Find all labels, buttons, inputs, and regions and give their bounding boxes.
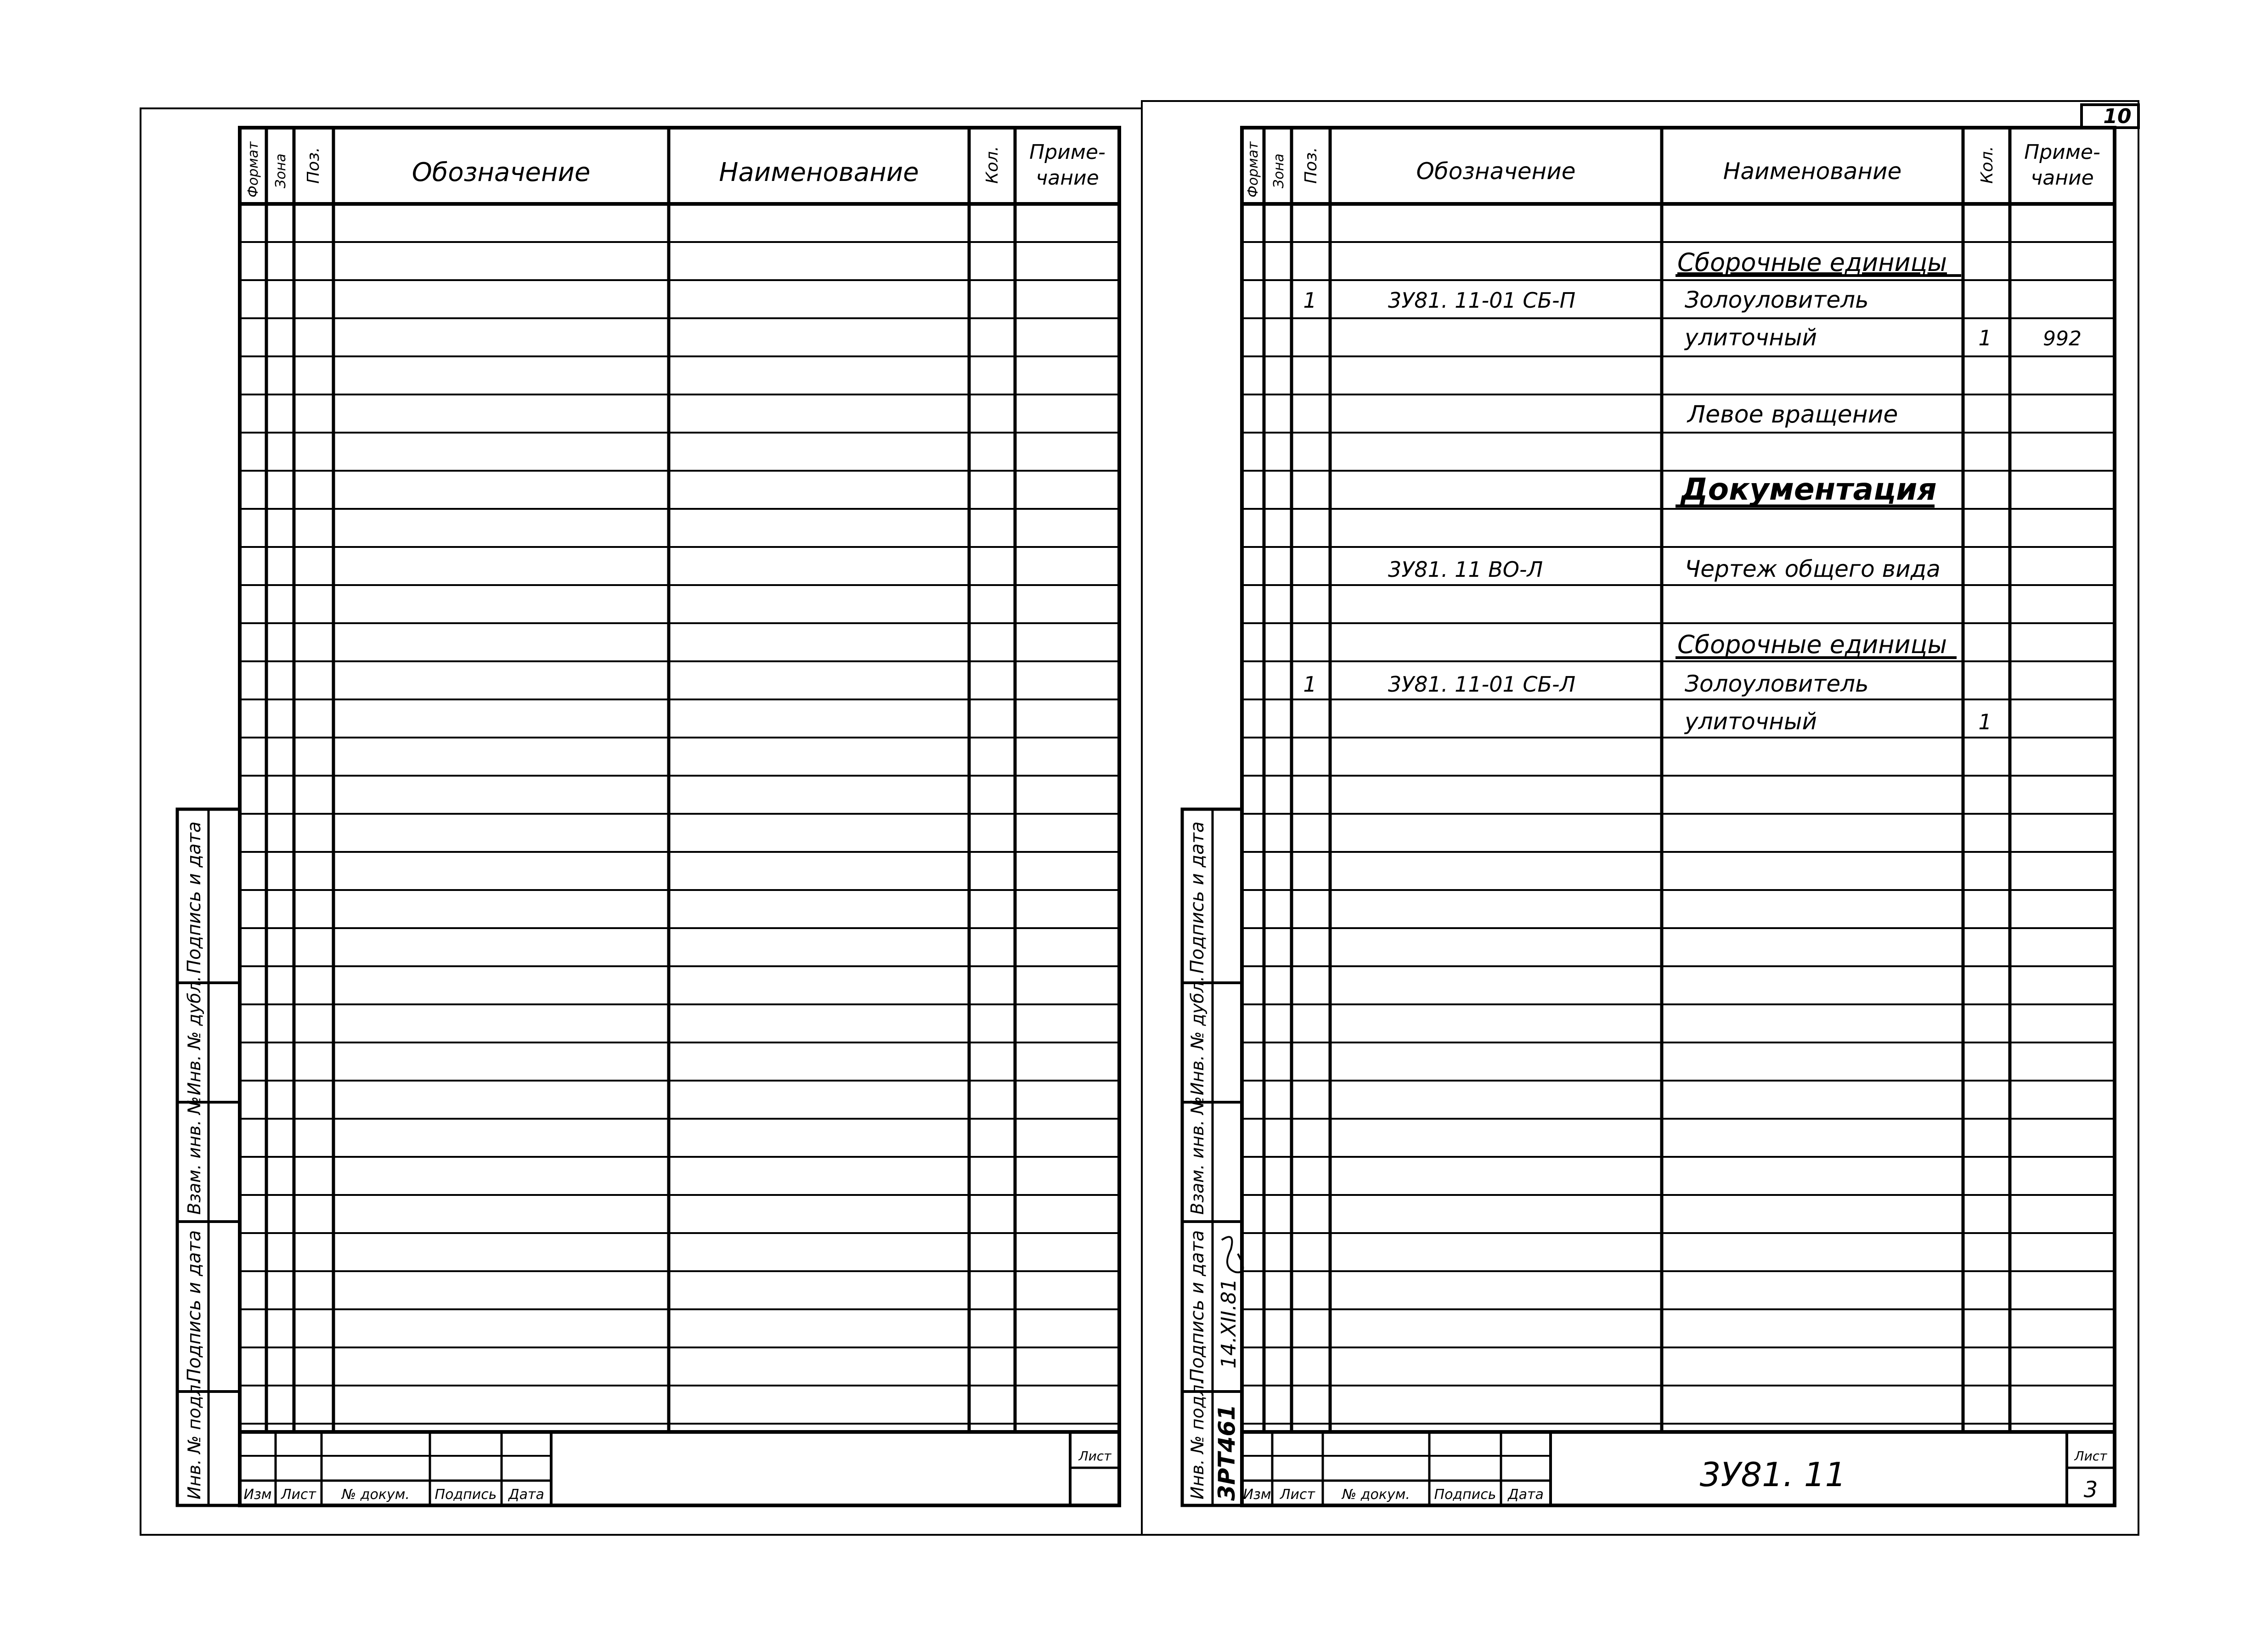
right-header-name: Наименование: [1723, 158, 1902, 185]
left-header-name: Наименование: [719, 158, 919, 187]
right-header-zone: Зона: [1271, 153, 1287, 188]
row-7-name: Золоуловитель: [1685, 671, 1869, 697]
section-heading-assembly-units-1: Сборочные единицы: [1677, 248, 1947, 277]
row-7-pos: 1: [1303, 672, 1317, 697]
right-header-pos: Поз.: [1302, 147, 1320, 184]
right-side-stamp-texts: [1187, 822, 1243, 1501]
right-row-lines: [1242, 242, 2115, 1424]
left-header-pos: Поз.: [304, 147, 323, 184]
left-header-note-1: Приме-: [1029, 141, 1106, 164]
right-tb-izm: Изм: [1243, 1487, 1271, 1503]
left-tb-list: Лист: [281, 1487, 316, 1503]
right-header-texts: [1245, 105, 2132, 197]
left-page-frame: [141, 108, 1142, 1535]
right-tb-sheet-label: Лист: [2074, 1448, 2107, 1464]
right-stamp-inv-podl: Инв. № подл.: [1187, 1379, 1207, 1499]
left-row-lines: [240, 242, 1119, 1424]
signature-scribble: [1222, 1237, 1243, 1272]
row-1-designation: 3У81. 11-01 СБ-П: [1388, 288, 1576, 313]
row-8-qty: 1: [1978, 710, 1992, 734]
right-tb-signature: Подпись: [1434, 1487, 1496, 1503]
left-page: [141, 108, 1142, 1535]
right-spec-table-frame: [1242, 128, 2115, 1432]
right-tb-date: Дата: [1508, 1487, 1544, 1503]
left-stamp-inv-podl: Инв. № подл.: [184, 1379, 204, 1499]
right-header-note-2: чание: [2031, 166, 2094, 190]
right-stamp-inv-podl-value: 3РТ461: [1213, 1404, 1240, 1501]
section-heading-assembly-units-2: Сборочные единицы: [1677, 630, 1947, 659]
left-tb-sheet-label: Лист: [1078, 1448, 1111, 1464]
row-2-name: улиточный: [1685, 324, 1817, 351]
left-header-texts: [245, 141, 1106, 197]
left-tb-date: Дата: [508, 1487, 544, 1503]
row-7-designation: 3У81. 11-01 СБ-Л: [1388, 672, 1576, 697]
right-header-format: Формат: [1245, 141, 1261, 197]
right-stamp-vzam-inv: Взам. инв. №: [1187, 1096, 1207, 1215]
row-2-qty: 1: [1978, 326, 1992, 350]
left-tb-doc-no: № докум.: [342, 1487, 410, 1503]
row-1-pos: 1: [1303, 288, 1317, 313]
left-header-qty: Кол.: [983, 146, 1002, 184]
right-header-note-1: Приме-: [2024, 141, 2100, 164]
left-stamp-sign-date-1: Подпись и дата: [184, 821, 205, 974]
row-3-name: Левое вращение: [1687, 401, 1898, 428]
left-header-designation: Обозначение: [412, 158, 591, 187]
left-side-stamp-texts: [184, 822, 205, 1499]
row-2-note: 992: [2043, 327, 2082, 350]
right-tb-sheet-number: 3: [2083, 1477, 2098, 1503]
row-5-designation: 3У81. 11 ВО-Л: [1388, 557, 1543, 582]
section-heading-documentation: Документация: [1681, 472, 1937, 507]
right-stamp-inv-dubl: Инв. № дубл.: [1187, 976, 1207, 1095]
right-page: [1142, 101, 2138, 1535]
row-5-name: Чертеж общего вида: [1685, 556, 1941, 582]
right-tb-doc-designation: 3У81. 11: [1699, 1455, 1846, 1494]
left-stamp-sign-date-2: Подпись и дата: [184, 1230, 205, 1382]
left-stamp-inv-dubl: Инв. № дубл.: [184, 976, 204, 1095]
left-header-format: Формат: [245, 141, 261, 197]
left-tb-signature: Подпись: [434, 1487, 497, 1503]
left-header-note-2: чание: [1036, 166, 1099, 190]
page-number: 10: [2103, 105, 2132, 128]
left-header-zone: Зона: [273, 153, 289, 188]
right-tb-doc-no: № докум.: [1342, 1487, 1410, 1503]
left-stamp-vzam-inv: Взам. инв. №: [184, 1096, 204, 1215]
right-header-qty: Кол.: [1978, 146, 1997, 184]
right-stamp-sign-date-2: Подпись и дата: [1187, 1230, 1208, 1382]
row-8-name: улиточный: [1685, 708, 1817, 735]
right-tb-list: Лист: [1280, 1487, 1315, 1503]
right-stamp-sign-date-1: Подпись и дата: [1187, 821, 1208, 974]
row-1-name: Золоуловитель: [1685, 287, 1869, 313]
left-tb-izm: Изм: [243, 1487, 272, 1503]
left-spec-table-frame: [240, 128, 1119, 1432]
right-stamp-sign-date-value: 14.XII.81: [1217, 1278, 1241, 1369]
right-header-designation: Обозначение: [1416, 158, 1576, 185]
